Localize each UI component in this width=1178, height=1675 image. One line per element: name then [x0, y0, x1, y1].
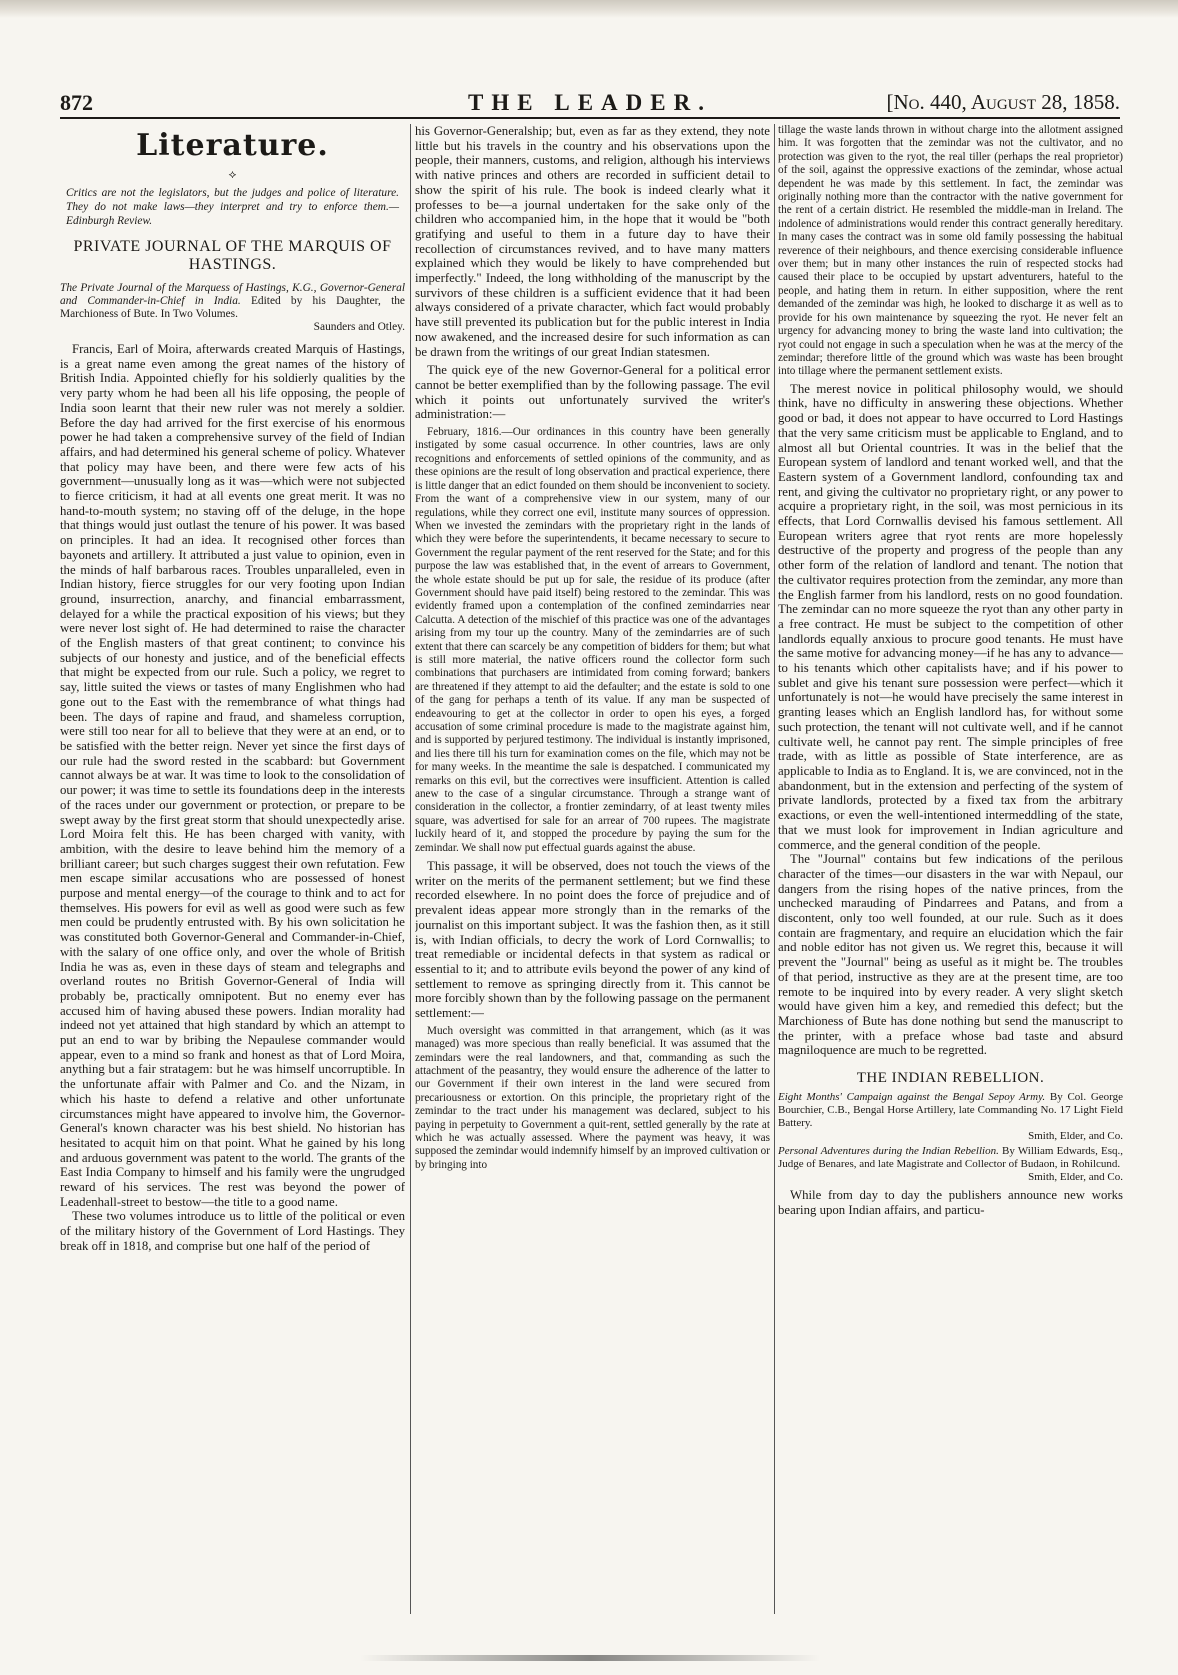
book-editor: Edited by his Daughter, the Marchioness of Bute. In Two Volumes.: [60, 295, 405, 320]
bibliographic-entry: [778, 1091, 1123, 1143]
article-paragraph: While from day to day the publishers announce new works bearing upon Indian affairs, and particu-: [778, 1188, 1123, 1217]
book-publisher: Smith, Elder, and Co.: [1028, 1171, 1123, 1184]
bibliographic-entry: [778, 1145, 1123, 1184]
article-title: PRIVATE JOURNAL OF THE MARQUIS OF HASTINGS.: [73, 238, 392, 273]
column-rule: [410, 124, 411, 1614]
print-smudge: [360, 1655, 820, 1661]
ornament-divider: ⟡: [228, 167, 237, 181]
article-title: THE INDIAN REBELLION.: [856, 1070, 1045, 1087]
book-title: Personal Adventures during the Indian Rebellion.: [778, 1145, 999, 1158]
article-paragraph: Francis, Earl of Moira, afterwards created Marquis of Hastings, is a great name even among the great names of the history of British India. Appointed chiefly for his soldierly qualities by the very party whom he had been all his life opposing, the people of India soon learnt that their new ruler was not merely a soldier. Before the day had arrived for the first exercise of his enormous power he had taken a comprehensive survey of the field of Indian affairs, and had determined his general scheme of policy. Whatever that policy may have been, and there were few acts of his government—unusually long as it was—which were not subjected to fierce criticism, it had at all events one great merit. It was no hand-to-mouth system; no staving off of the deluge, in the hope that things would just outlast the tenure of his power. It was based on principles. It had an idea. It recognised other forces than bayonets and artillery. It attributed a just value to opinion, even in the minds of half barbarous races. Troubles unparalleled, even in Indian history, fierce struggles for our very footing upon Indian ground, insurrection, anarchy, and financial embarrassment, delayed for a while the practical exposition of his views; but they were never lost sight of. He had determined to raise the character of the English masters of that great continent; to convince his subjects of our honesty and justice, and of the beneficial effects that might be expected from our rule. Such a policy, we regret to say, little suited the views or tastes of many Englishmen who had gone out to the East with the remembrance of what things had been. The days of rapine and fraud, and shameless corruption, were still too near for all to believe that they were at an end, or to be satisfied with the better reign. Never yet since the first days of our rule had the sword rested in the scabbard: but Government cannot always be at war. It was time to look to the consolidation of our power; it was time to settle its foundations deep in the interests of the races under our government or protection, or prepare to be swept away by the first great storm that should unexpectedly arise. Lord Moira felt this. He has been charged with vanity, with ambition, with the desire to leave behind him the memory of a brilliant career; but such charges suggest their own refutation. Few men escape similar accusations who are possessed of honest purpose and mental energy—of the courage to think and to act for themselves. His powers for evil as well as good were such as few men could be prudently entrusted with. By his own solicitation he was constituted both Governor-General and Commander-in-Chief, with the salary of one office only, and over the whole of British India he was as, even in these days of steam and telegraphs and overland routes no British Governor-General of India will probably be, practically omnipotent. But no enemy ever has accused him of having abused these powers. Indian morality had indeed not yet attained that high standard by which an attempt to put an end to war by bribing the Nepaulese commander would appear, even to a mind so frank and honest as that of Lord Moira, anything but a fair stratagem: but he was himself uncorruptible. In the unfortunate affair with Palmer and Co. and the Nizam, in which his haste to defend a relative and other unfortunate circumstances might have appeared to involve him, the Governor-General's known character was his best shield. No historian has hesitated to acquit him on that point. What he gained by his long and arduous government was patent to the world. The grants of the East India Company to himself and his family were the ungrudged reward of his services. The rest was beyond the power of Leadenhall-street to bestow—the title to a good name.: [60, 342, 405, 1209]
column-3: [778, 124, 1123, 1614]
masthead: THE LEADER.: [468, 90, 712, 115]
article-paragraph: The "Journal" contains but few indications of the perilous character of the times—our disasters in the war with Nepaul, our dangers from the rising hopes of the native princes, from the unchecked marauding of Pindarrees and Patans, and from a discontent, only too well founded, at our rule. Such as it does contain are fragmentary, and require an elucidation which the fair and noble editor has not given us. We regret this, because it will prevent the "Journal" being as useful as it might be. The troubles of that period, instructive as they are at the present time, are too remote to be inquired into by every reader. A very slight sketch would have given him a key, and remedied this defect; but the Marchioness of Bute has done nothing but send the manuscript to the printer, with a preface whose bad taste and absurd magniloquence are much to be regretted.: [778, 852, 1123, 1058]
book-author: By William Edwards, Esq., Judge of Benares, and late Magistrate and Collector of Budaon, in Rohilcund.: [778, 1145, 1123, 1171]
bibliographic-entry: [60, 282, 405, 334]
book-publisher: Smith, Elder, and Co.: [1028, 1130, 1123, 1143]
journal-quotation: Much oversight was committed in that arrangement, which (as it was managed) was more specious than really beneficial. It was assumed that the zemindars were the real landowners, and that, commanding as such the attachment of the peasantry, they would ensure the adherence of the latter to our Government if their own interest in the land were secured from precariousness or extortion. On this principle, the proprietary right of the zemindar to the tract under his management was declared, subject to his paying in perpetuity to Government a quit-rent, settled generally by the rate at which he was actually assessed. Where the payment was heavy, it was supposed the zemindar would indemnify himself by an improved cultivation or by bringing into: [415, 1024, 770, 1171]
section-heading: Literature.: [136, 128, 329, 163]
book-publisher: Saunders and Otley.: [313, 321, 405, 333]
book-title: Eight Months' Campaign against the Bengal Sepoy Army.: [778, 1091, 1046, 1104]
column-2: [415, 124, 770, 1614]
header-rule: [60, 117, 1120, 119]
page-number: 872: [60, 90, 93, 115]
book-author: By Col. George Bourchier, C.B., Bengal Horse Artillery, late Commanding No. 17 Light Field Battery.: [778, 1091, 1123, 1130]
column-rule: [774, 124, 775, 1614]
page-top-edge: [0, 0, 1178, 18]
article-paragraph: These two volumes introduce us to little of the political or even of the military history of the Government of Lord Hastings. They break off in 1818, and comprise but one half of the period of: [60, 1209, 405, 1253]
journal-quotation: February, 1816.—Our ordinances in this country have been generally instigated by some casual occurrence. In other countries, laws are only recognitions and enforcements of settled opinions of the community, and as these opinions are the result of long observation and practical experience, there is little danger that an edict founded on them should be inconvenient to society. From the want of a comprehensive view in our system, many of our regulations, while they correct one evil, institute many sources of oppression. When we invested the zemindars with the proprietary right in the lands of which they were before the superintendents, it became necessary to secure to Government the regular payment of the rent reserved for the State; and for this purpose the law was established that, in the event of arrears to Government, the whole estate should be put up for sale, the residue of its produce (after Government should have paid itself) being restored to the zemindar. This was evidently framed upon a contemplation of the confined zemindarries near Calcutta. A detection of the mischief of this practice was one of the advantages arising from my tour up the country. Many of the zemindarries are of such extent that there can scarcely be any competition of bidders for them; but what is still more material, the native officers round the collector form such combinations that purchasers are intimidated from coming forward; bankers are threatened if they attempt to aid the defaulter; and the estate is sold to one of the gang for perhaps a tenth of its value. If any man be suspected of endeavouring to get at the collector in order to open his eyes, a forged accusation of some criminal procedure is made to the magistrate against him, and is supported by perjured testimony. The individual is instantly imprisoned, and lies there till his turn for examination comes on the file, which may not be for many weeks. In the meantime the sale is despatched. I communicated my remarks on this evil, but the correctives were insufficient. Attention is called anew to the case of a singular circumstance. Through a strange want of consideration in the collector, a frontier zemindarry, of at least twenty miles square, was advertised for sale for an arrear of 700 rupees. The magistrate luckily heard of it, and stopped the procedure by paying the sum for the zemindar. We shall now put effectual guards against the abuse.: [415, 426, 770, 854]
journal-quotation: tillage the waste lands thrown in without charge into the allotment assigned him. It was forgotten that the zemindar was not the cultivator, and no protection was given to the ryot, the real tiller (perhaps the real proprietor) of the soil, against the oppressive exactions of the zemindar, whose actual dependent he was made by this settlement. In fact, the zemindar was originally nothing more than the contractor with the native government for the rent of a certain district. He resembled the middle-man in Ireland. The indolence of administrations would render this contract generally hereditary. In many cases the contract was in some old family possessing the habitual reverence of their neighbours, and thence exercising considerable influence over them; but in many other instances the ruin of respected stocks had caused their place to be occupied by upstart adventurers, hateful to the people, and hating them in return. In either supposition, where the rent demanded of the zemindar was high, he looked to discharge it as well as to provide for his own maintenance by squeezing the ryot. He never felt an urgency for advancing money to bring the waste land into cultivation; the ryot could not engage in such a speculation when he was at the mercy of the zemindar; therefore little of the ground which was waste has been brought into tillage where the permanent settlement exists.: [778, 124, 1123, 378]
article-paragraph: This passage, it will be observed, does not touch the views of the writer on the merits of the permanent settlement; but we find these recorded elsewhere. In no point does the force of prejudice and of prevalent ideas appear more strongly than in the remarks of the journalist on this important subject. It was the fashion then, as it still is, with Indian officials, to decry the work of Lord Cornwallis; to treat remediable or incidental defects in that system as radical or essential to it; and to attribute evils beyond the power of any kind of settlement to remove as springing directly from it. This cannot be more forcibly shown than by the following passage on the permanent settlement:—: [415, 859, 770, 1021]
issue-info: [No. 440, August 28, 1858.: [886, 90, 1120, 114]
article-paragraph: his Governor-Generalship; but, even as far as they extend, they note little but his travels in the country and his observations upon the people, their manners, customs, and religion, although his interviews with native princes and others are recorded in sufficient detail to show the spirit of his rule. The book is indeed clearly what it professes to be—a journal undertaken for the sake only of the children who accompanied him, in the hope that it would be "both gratifying and useful to them in a future day to have their recollection of circumstances revived, and to have many matters explained which they would be likely to have comprehended but imperfectly." Indeed, the long withholding of the manuscript by the survivors of these children is a sufficient evidence that it had been always considered of a private character, which fact would probably have still prevented its publication but for the public interest in India now awakened, and the increased desire for such information as can be drawn from the writings of our great Indian statesmen.: [415, 124, 770, 359]
article-paragraph: The quick eye of the new Governor-General for a political error cannot be better exemplified than by the following passage. The evil which it points out unfortunately survived the writer's administration:—: [415, 363, 770, 422]
column-1: [60, 124, 405, 1614]
book-title: The Private Journal of the Marquess of Hastings, K.G., Governor-General and Commander-in-Chief in India.: [60, 282, 405, 307]
epigraph: Critics are not the legislators, but the judges and police of literature. They do not make laws—they interpret and try to enforce them.—Edinburgh Review.: [66, 187, 399, 227]
page-header: [60, 90, 1120, 116]
article-paragraph: The merest novice in political philosophy would, we should think, have no difficulty in answering these objections. Whether good or bad, it does not appear to have occurred to Lord Hastings that the very same criticism must be applicable to England, and to almost all but Oriental countries. It was in the belief that the European system of landlord and tenant worked well, and that the Eastern system of a Government landlord, confounding tax and rent, and giving the cultivator no proprietary right, or any power to acquire a proprietary right, in the soil, was most pernicious in its effects, that Lord Cornwallis devised his famous settlement. All European writers agree that ryot rents are more hopelessly destructive of the property and progress of the people than any other form of the relation of landlord and tenant. The notion that the cultivator requires protection from the zemindar, any more than the English farmer from his landlord, rests on no good foundation. The zemindar can no more squeeze the ryot than any other party in a free contract. He must be subject to the competition of other landlords equally anxious to procure good tenants. He must have the same motive for advancing money—if he has any to advance—to his tenants which other capitalists have; and if his power to sublet and give his tenant sure possession were perfect—which it unfortunately is not—he would have precisely the same interest in granting leases which an English landlord has, for without some such protection, the tenant will not cultivate well, and if he cannot cultivate well, he cannot pay rent. The simple principles of free trade, with as little as possible of State interference, are as applicable to India as to England. It is, we are convinced, not in the abandonment, but in the extension and perfecting of the system of private landlords, protected by a fixed tax from the arbitrary exactions, or even the well-intentioned intermeddling of the state, that we must look for improvement in Indian agriculture and commerce, and the general condition of the people.: [778, 381, 1123, 852]
